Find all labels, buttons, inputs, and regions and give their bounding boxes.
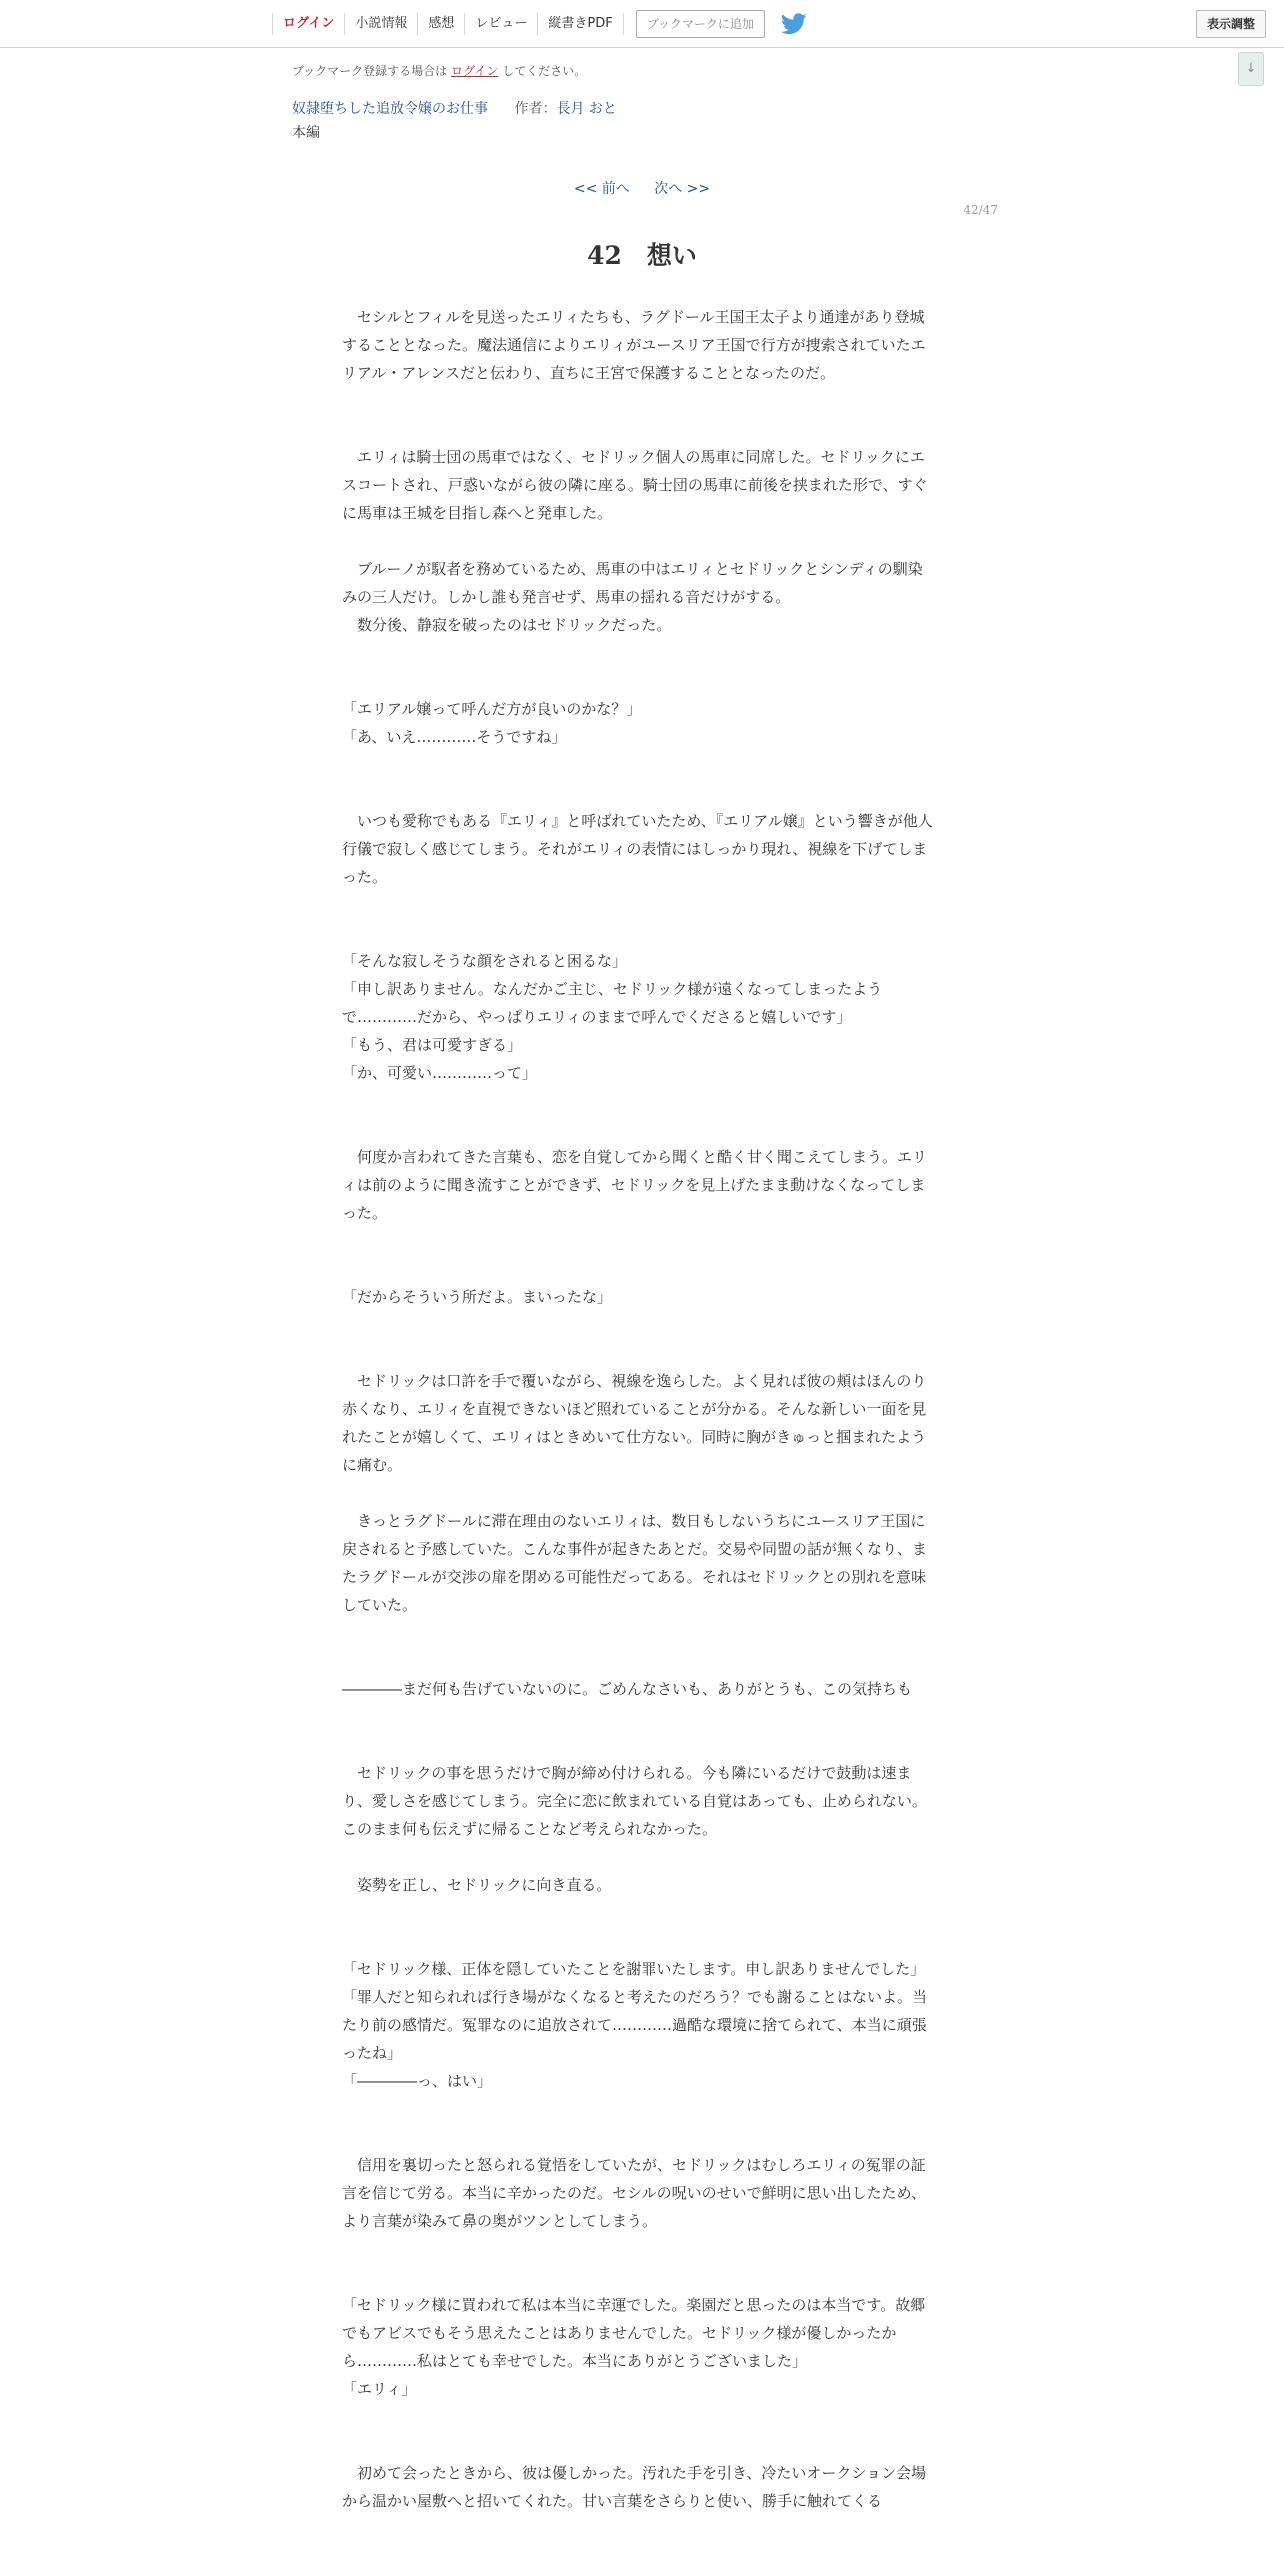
body-paragraph: 「エリアル嬢って呼んだ方が良いのかな？」	[342, 700, 642, 718]
body-paragraph: セドリックの事を思うだけで胸が締め付けられる。今も隣にいるだけで鼓動は速まり、愛しさを感じてしまう。完全に恋に飲まれている自覚はあっても、止められない。このまま何も伝えずに帰ることなど考えられなかった。	[342, 1764, 927, 1838]
body-paragraph	[342, 1311, 936, 1339]
body-paragraph: ブルーノが馭者を務めているため、馬車の中はエリィとセドリックとシンディの馴染みの三人だけ。しかし誰も発言せず、馬車の揺れる音だけがする。	[342, 560, 923, 606]
body-paragraph	[342, 2403, 936, 2431]
body-paragraph	[342, 527, 936, 555]
body-paragraph: 「セドリック様、正体を隠していたことを謝罪いたします。申し訳ありませんでした」	[342, 1960, 926, 1978]
nav-vertical-pdf[interactable]: 縦書きPDF	[537, 13, 623, 35]
add-bookmark-button[interactable]: ブックマークに追加	[636, 10, 765, 38]
body-paragraph: 初めて会ったときから、彼は優しかった。汚れた手を引き、冷たいオークション会場から温かい屋敷へと招いてくれた。甘い言葉をさらりと使い、勝手に触れてくる	[342, 2464, 927, 2510]
author-link[interactable]: 長月 おと	[556, 101, 617, 117]
chapter-title: 42 想い	[587, 241, 697, 270]
body-paragraph: 信用を裏切ったと怒られる覚悟をしていたが、セドリックはむしろエリィの冤罪の証言を信じて労る。本当に辛かったのだ。セシルの呪いのせいで鮮明に思い出したため、より言葉が染みて鼻の奥がツンとしてしまう。	[342, 2156, 927, 2230]
body-paragraph: エリィは騎士団の馬車ではなく、セドリック個人の馬車に同席した。セドリックにエスコートされ、戸惑いながら彼の隣に座る。騎士団の馬車に前後を挟まれた形で、すぐに馬車は王城を目指し森へと発車した。	[342, 448, 928, 522]
body-paragraph: 「だからそういう所だよ。まいったな」	[342, 1288, 613, 1306]
body-paragraph	[342, 1087, 936, 1115]
display-settings-button[interactable]: 表示調整	[1196, 10, 1266, 38]
body-paragraph	[342, 1843, 936, 1871]
novel-title-row	[292, 98, 617, 118]
body-paragraph	[342, 1255, 936, 1283]
novel-body-text	[342, 303, 936, 2515]
body-paragraph	[342, 667, 936, 695]
body-paragraph	[342, 779, 936, 807]
body-paragraph	[342, 891, 936, 919]
next-chapter-link[interactable]: 次へ >>	[654, 181, 711, 197]
body-paragraph: ――――まだ何も告げていないのに。ごめんなさいも、ありがとうも、この気持ちも	[342, 1680, 913, 1698]
top-navigation-bar	[0, 0, 1284, 48]
body-paragraph	[342, 751, 936, 779]
body-paragraph: 「罪人だと知られれば行き場がなくなると考えたのだろう？でも謝ることはないよ。当たり前の感情だ。冤罪なのに追放されて…………過酷な環境に捨てられて、本当に頑張ったね」	[342, 1988, 928, 2062]
body-paragraph	[342, 2095, 936, 2123]
bookmark-login-notice	[292, 62, 586, 79]
body-paragraph	[342, 387, 936, 415]
body-paragraph: セドリックは口許を手で覆いながら、視線を逸らした。よく見れば彼の頬はほんのり赤くなり、エリィを直視できないほど照れていることが分かる。そんな新しい一面を見れたことが嬉しくて、エリィはときめいて仕方ない。同時に胸がきゅっと掴まれたように痛む。	[342, 1372, 927, 1474]
scroll-down-button[interactable]: ↓	[1238, 52, 1264, 86]
body-paragraph: 「エリィ」	[342, 2380, 417, 2398]
body-paragraph	[342, 1703, 936, 1731]
body-paragraph: 「――――っ、はい」	[342, 2072, 493, 2090]
body-paragraph	[342, 1619, 936, 1647]
author-label: 作者：	[514, 101, 557, 117]
body-paragraph	[342, 2235, 936, 2263]
body-paragraph: セシルとフィルを見送ったエリィたちも、ラグドール王国王太子より通達があり登城することとなった。魔法通信によりエリィがユースリア王国で行方が捜索されていたエリアル・アレンスだと伝わり、直ちに王宮で保護することとなったのだ。	[342, 308, 926, 382]
body-paragraph: 姿勢を正し、セドリックに向き直る。	[342, 1876, 612, 1894]
main-nav	[272, 0, 807, 47]
body-paragraph	[342, 415, 936, 443]
body-paragraph	[342, 1899, 936, 1927]
notice-text-before: ブックマーク登録する場合は	[292, 64, 448, 78]
body-paragraph	[342, 2263, 936, 2291]
body-paragraph: きっとラグドールに滞在理由のないエリィは、数日もしないうちにユースリア王国に戻されると予感していた。こんな事件が起きたあとだ。交易や同盟の話が無くなり、またラグドールが交渉の扉を閉める可能性だってある。それはセドリックとの別れを意味していた。	[342, 1512, 928, 1614]
body-paragraph	[342, 2431, 936, 2459]
body-paragraph	[342, 1647, 936, 1675]
body-paragraph: 何度か言われてきた言葉も、恋を自覚してから聞くと酷く甘く聞こえてしまう。エリィは前のように聞き流すことができず、セドリックを見上げたまま動けなくなってしまった。	[342, 1148, 928, 1222]
body-paragraph: 「か、可愛い…………って」	[342, 1064, 538, 1082]
body-paragraph: 「申し訳ありません。なんだかご主じ、セドリック様が遠くなってしまったようで…………だから、やっぱりエリィのままで呼んでくださると嬉しいです」	[342, 980, 883, 1026]
twitter-bird-icon[interactable]	[781, 13, 807, 35]
nav-novel-info[interactable]: 小説情報	[344, 13, 417, 35]
body-paragraph: 「セドリック様に買われて私は本当に幸運でした。楽園だと思ったのは本当です。故郷でもアビスでもそう思えたことはありませんでした。セドリック様が優しかったから…………私はとても幸せでした。本当にありがとうございました」	[342, 2296, 926, 2370]
prev-chapter-link[interactable]: << 前へ	[573, 181, 630, 197]
chapter-group-label: 本編	[292, 125, 320, 141]
nav-impressions[interactable]: 感想	[417, 13, 464, 35]
body-paragraph: 「もう、君は可愛すぎる」	[342, 1036, 523, 1054]
nav-review[interactable]: レビュー	[464, 13, 537, 35]
novel-title-link[interactable]: 奴隷堕ちした追放令嬢のお仕事	[292, 101, 488, 117]
body-paragraph	[342, 639, 936, 667]
body-paragraph	[342, 1115, 936, 1143]
body-paragraph	[342, 1479, 936, 1507]
chapter-count: 42/47	[963, 203, 998, 217]
body-paragraph	[342, 1731, 936, 1759]
body-paragraph	[342, 919, 936, 947]
body-paragraph	[342, 2123, 936, 2151]
body-paragraph: 「あ、いえ…………そうですね」	[342, 728, 567, 746]
notice-text-after: してください。	[502, 64, 587, 78]
body-paragraph: 数分後、静寂を破ったのはセドリックだった。	[342, 616, 672, 634]
notice-login-link[interactable]: ログイン	[451, 64, 499, 78]
body-paragraph: いつも愛称でもある『エリィ』と呼ばれていたため、『エリアル嬢』という響きが他人行儀で寂しく感じてしまう。それがエリィの表情にはしっかり現れ、視線を下げてしまった。	[342, 812, 933, 886]
nav-login[interactable]: ログイン	[272, 13, 344, 35]
body-paragraph: 「そんな寂しそうな顔をされると困るな」	[342, 952, 628, 970]
body-paragraph	[342, 1927, 936, 1955]
body-paragraph	[342, 1227, 936, 1255]
body-paragraph	[342, 1339, 936, 1367]
chapter-pager	[0, 178, 1284, 198]
